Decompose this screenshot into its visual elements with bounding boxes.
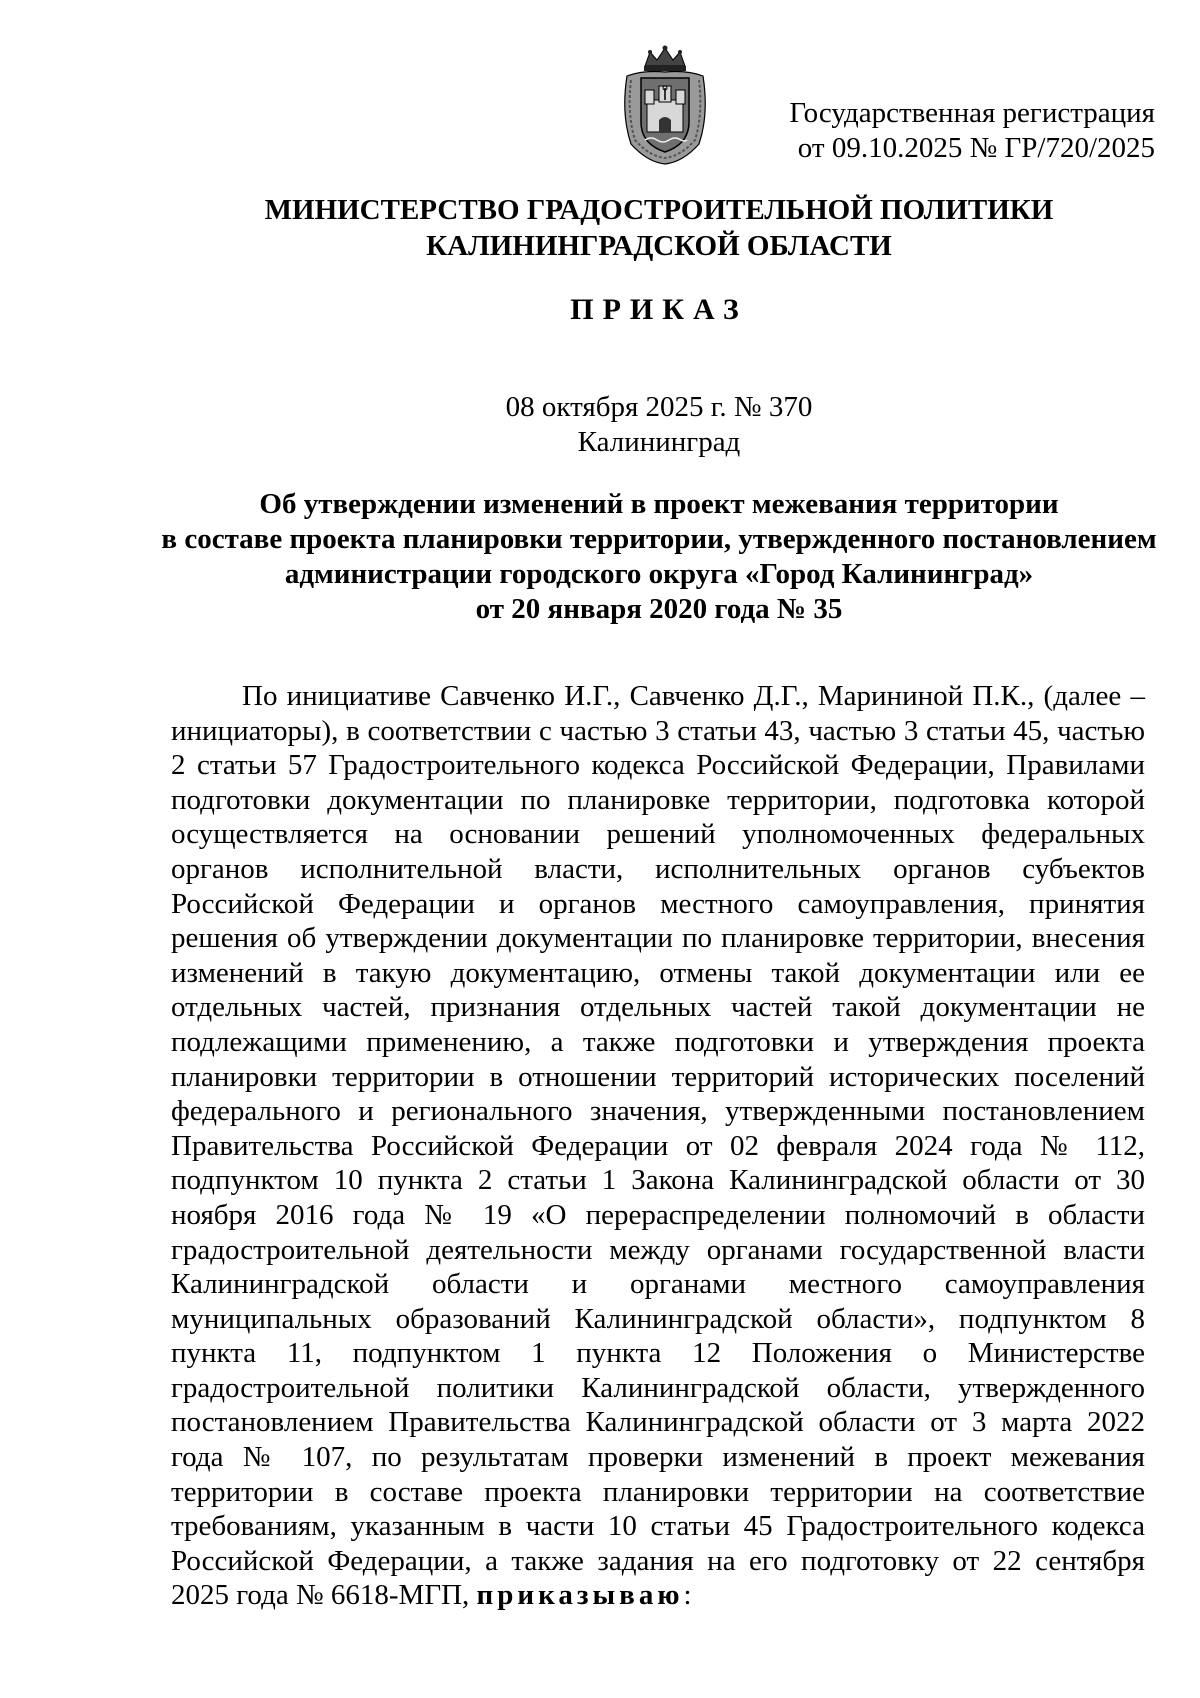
order-subject-line-2: в составе проекта планировки территории, утвержденного постановлением (161, 523, 1157, 555)
registration-label: Государственная регистрация (789, 97, 1155, 129)
order-date-block (0, 390, 1200, 460)
ministry-name (0, 192, 1200, 264)
order-body-text: По инициативе Савченко И.Г., Савченко Д.Г., Марининой П.К., (далее – инициаторы), в соответствии с частью 3 статьи 43, частью 3 статьи 45, частью 2 статьи 57 Градостроительного кодекса Российской Федерации, Правилами подготовки документации по планировке территории, подготовка которой осуществляется на основании решений уполномоченных федеральных органов исполнительной власти, исполнительных органов субъектов Российской Федерации и органов местного самоуправления, принятия решения об утверждении документации по планировке территории, внесения изменений в такую документацию, отмены такой документации или ее отдельных частей, признания отдельных частей такой документации не подлежащими применению, а также подготовки и утверждения проекта планировки территории в отношении территорий исторических поселений федерального и регионального значения, утвержденными постановлением Правительства Российской Федерации от 02 февраля 2024 года № 112, подпунктом 10 пункта 2 статьи 1 Закона Калининградской области от 30 ноября 2016 года № 19 «О перераспределении полномочий в области градостроительной деятельности между органами государственной власти Калининградской области и органами местного самоуправления муниципальных образований Калининградской области», подпунктом 8 пункта 11, подпунктом 1 пункта 12 Положения о Министерстве градостроительной политики Калининградской области, утвержденного постановлением Правительства Калининградской области от 3 марта 2022 года № 107, по результатам проверки изменений в проект межевания территории в составе проекта планировки территории на соответствие требованиям, указанным в части 10 статьи 45 Градостроительного кодекса Российской Федерации, а также задания на его подготовку от 22 сентября 2025 года № 6618-МГП, (171, 680, 1145, 1612)
registration-number: от 09.10.2025 № ГР/720/2025 (797, 132, 1155, 164)
order-city: Калининград (577, 426, 741, 458)
order-body-end-punctuation: : (683, 1579, 692, 1612)
order-subject-line-1: Об утверждении изменений в проект межевания территории (259, 488, 1059, 520)
ministry-name-line-2: КАЛИНИНГРАДСКОЙ ОБЛАСТИ (426, 230, 892, 262)
state-registration (700, 96, 1155, 166)
order-date-number: 08 октября 2025 г. № 370 (505, 391, 813, 423)
order-subject-line-4: от 20 января 2020 года № 35 (475, 593, 843, 625)
order-subject (0, 487, 1200, 627)
order-subject-line-3: администрации городского округа «Город Калининград» (284, 558, 1034, 590)
order-title: ПРИКАЗ (570, 293, 748, 326)
ministry-name-line-1: МИНИСТЕРСТВО ГРАДОСТРОИТЕЛЬНОЙ ПОЛИТИКИ (264, 194, 1054, 226)
order-directive-word: приказываю (476, 1579, 684, 1612)
order-body-paragraph (171, 679, 1145, 1613)
